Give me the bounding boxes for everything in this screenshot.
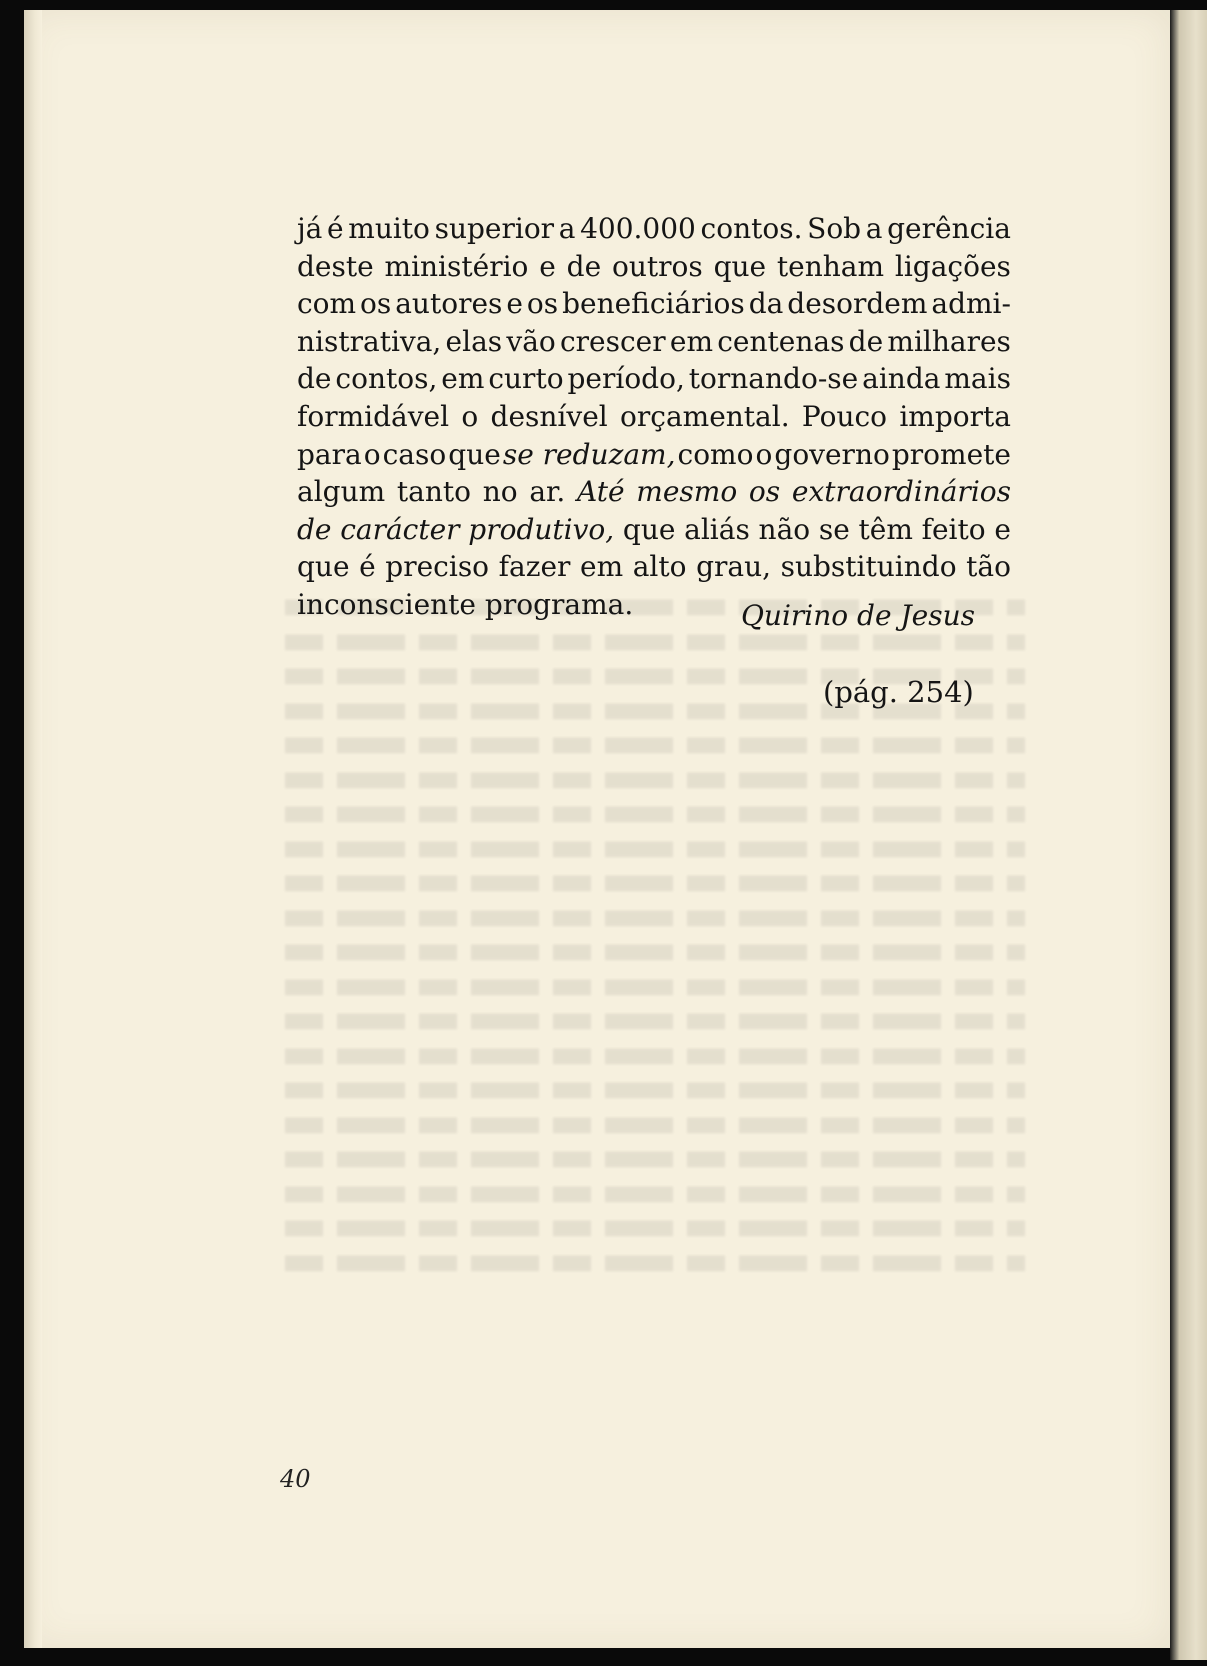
text-line: para o caso que se reduzam, como o governo promete [297, 436, 1011, 474]
page-edge [24, 10, 42, 1648]
facing-page-edge [1170, 10, 1207, 1660]
text-line: nistrativa, elas vão crescer em centenas de milhares [297, 324, 1011, 358]
author-signature: Quirino de Jesus [740, 599, 975, 632]
text-line: formidável o desnível orçamental. Pouco importa [297, 399, 1011, 433]
page-number: 40 [280, 1465, 311, 1493]
text-line: de contos, em curto período, tornando-se ainda mais [297, 362, 1011, 396]
italic-phrase: se reduzam, [502, 437, 676, 471]
text-line: de carácter produtivo, que aliás não se têm feito e [297, 512, 1011, 546]
text-line: já é muito superior a 400.000 contos. Sob a gerência [297, 212, 1011, 245]
text-line: com os autores e os beneficiários da desordem admi- [297, 287, 1011, 321]
text-line: algum tanto no ar. Até mesmo os extraordinários [297, 475, 1011, 509]
text-line: inconsciente programa. [297, 587, 634, 621]
body-paragraph [297, 210, 1011, 624]
page-reference: (pág. 254) [823, 675, 974, 709]
text-line: que é preciso fazer em alto grau, substituindo tão [297, 550, 1011, 584]
text-line: deste ministério e de outros que tenham ligações [297, 249, 1011, 283]
